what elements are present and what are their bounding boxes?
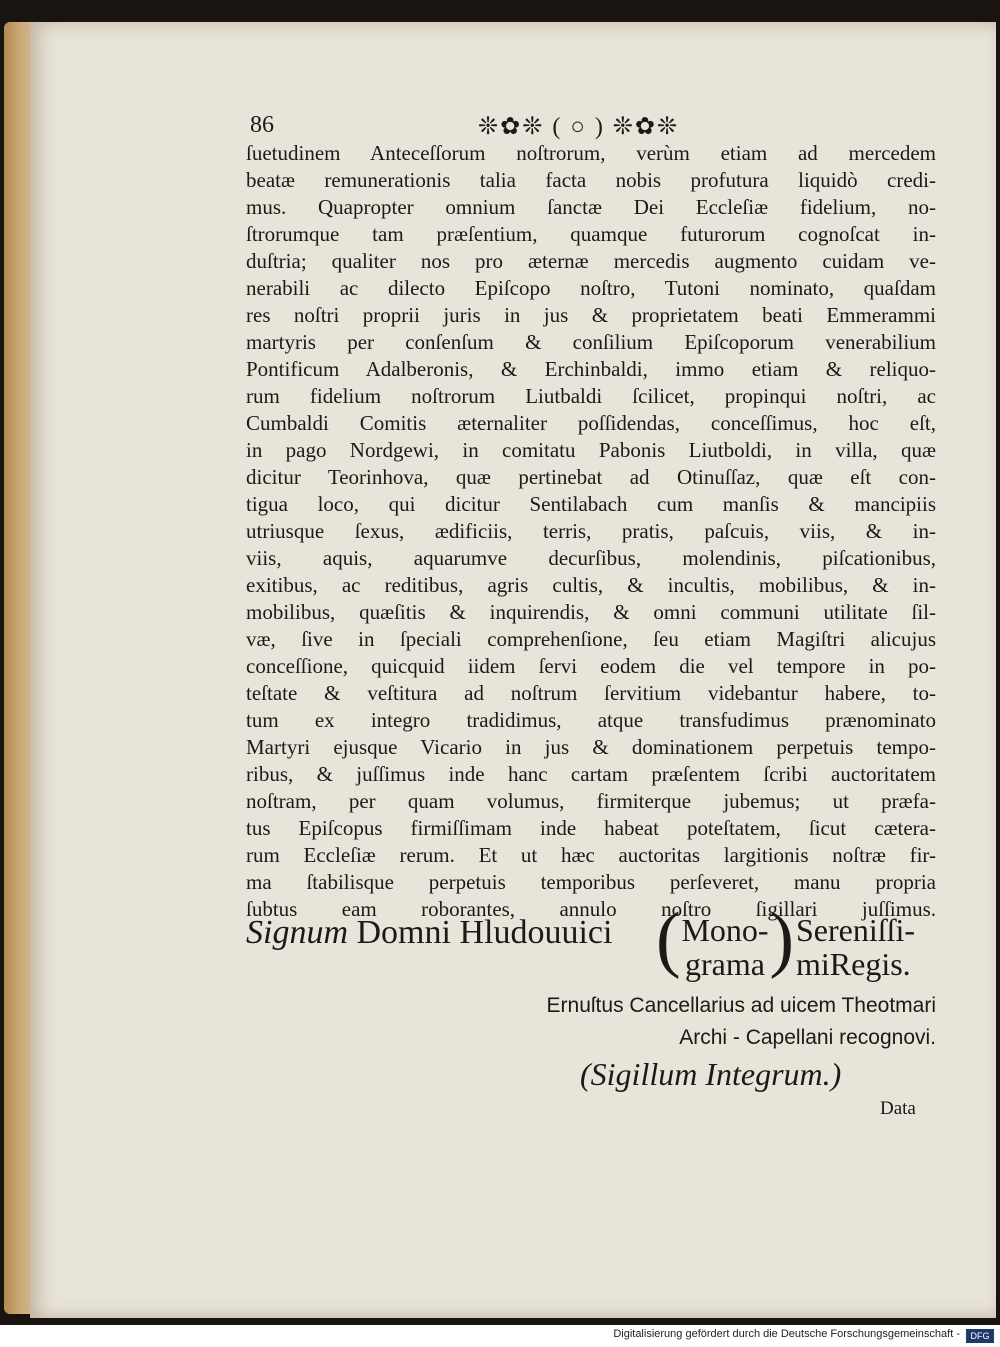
text-line: ſtrorumque tam præſentium, quamque futurorum cognoſcat in- (246, 222, 936, 246)
signum-block (246, 898, 936, 988)
text-line: Martyri ejusque Vicario in jus & dominationem perpetuis tempo- (246, 735, 936, 759)
footer-bar (0, 1325, 1000, 1347)
monogram-bottom: grama (685, 946, 765, 982)
text-line: res noſtri proprii juris in jus & proprietatem beati Emmerammi (246, 303, 936, 327)
text-line: tus Epiſcopus firmiſſimam inde habeat poteſtatem, ſicut cætera- (246, 816, 936, 840)
text-line: teſtate & veſtitura ad noſtrum ſervitium videbantur habere, to- (246, 681, 936, 705)
text-line: mobilibus, quæſitis & inquirendis, & omni communi utilitate ſil- (246, 600, 936, 624)
catchword: Data (880, 1098, 916, 1119)
text-line: tum ex integro tradidimus, atque transfudimus prænominato (246, 708, 936, 732)
serenissimi-bottom: miRegis. (796, 946, 911, 982)
attestation-line-2: Archi - Capellani recognovi. (679, 1026, 936, 1049)
text-line: in pago Nordgewi, in comitatu Pabonis Liutboldi, in villa, quæ (246, 438, 936, 462)
text-line: ſuetudinem Anteceſſorum noſtrorum, verùm etiam ad mercedem (246, 141, 936, 165)
text-line: rum Eccleſiæ rerum. Et ut hæc auctoritas largitionis noſtræ fir- (246, 843, 936, 867)
serenissimi-top: Sereniſſi- (796, 912, 916, 948)
attestation-line-1: Ernuſtus Cancellarius ad uicem Theotmari (546, 994, 936, 1017)
text-line: væ, ſive in ſpeciali comprehenſione, ſeu etiam Magiſtri alicujus (246, 627, 936, 651)
text-line: exitibus, ac reditibus, agris cultis, & incultis, mobilibus, & in- (246, 573, 936, 597)
signum-word: Signum (246, 914, 348, 951)
monogram-top: Mono- (681, 912, 769, 948)
body-text (246, 140, 936, 923)
text-line: ma ſtabilisque perpetuis temporibus perſeveret, manu propria (246, 870, 936, 894)
text-line: utriusque ſexus, ædificiis, terris, pratis, paſcuis, viis, & in- (246, 519, 936, 543)
bracket-right: ) (769, 898, 794, 980)
text-line: ſubtus eam roborantes, annulo noſtro ſigillari juſſimus. (246, 897, 936, 921)
text-line: beatæ remunerationis talia facta nobis profutura liquidò credi- (246, 168, 936, 192)
text-line: dicitur Teorinhova, quæ pertinebat ad Otinuſſaz, quæ eſt con- (246, 465, 936, 489)
sigillum-note: (Sigillum Integrum.) (580, 1056, 842, 1092)
monogram-bracket (656, 898, 794, 982)
text-line: martyris per conſenſum & conſilium Epiſcoporum venerabilium (246, 330, 936, 354)
text-line: viis, aquis, aquarumve decurſibus, molendinis, piſcationibus, (246, 546, 936, 570)
text-line: conceſſione, quicquid iidem ſervi eodem die vel tempore in po- (246, 654, 936, 678)
text-line: Pontificum Adalberonis, & Erchinbaldi, immo etiam & reliquo- (246, 357, 936, 381)
page-number: 86 (250, 112, 274, 138)
footer-credit: Digitalisierung gefördert durch die Deutsche Forschungsgemeinschaft - (613, 1328, 960, 1340)
text-line: nerabili ac dilecto Epiſcopo noſtro, Tutoni nominato, quaſdam (246, 276, 936, 300)
text-line: noſtram, per quam volumus, firmiterque jubemus; ut præfa- (246, 789, 936, 813)
ornament-header: ❊✿❊ ( ○ ) ❊✿❊ (478, 114, 680, 140)
text-line: rum fidelium noſtrorum Liutbaldi ſcilicet, propinqui noſtri, ac (246, 384, 936, 408)
signum-heading (246, 914, 612, 952)
text-line: Cumbaldi Comitis æternaliter poſſidendas, conceſſimus, hoc eſt, (246, 411, 936, 435)
text-line: ribus, & juſſimus inde hanc cartam præſentem ſcribi auctoritatem (246, 762, 936, 786)
text-line: tigua loco, qui dicitur Sentilabach cum manſis & mancipiis (246, 492, 936, 516)
text-line: duſtria; qualiter nos pro æternæ mercedis augmento cuidam ve- (246, 249, 936, 273)
text-line: mus. Quapropter omnium ſanctæ Dei Eccleſiæ fidelium, no- (246, 195, 936, 219)
signum-name: Domni Hludouuici (348, 914, 613, 951)
dfg-logo: DFG (966, 1329, 994, 1343)
bracket-left: ( (656, 898, 681, 980)
